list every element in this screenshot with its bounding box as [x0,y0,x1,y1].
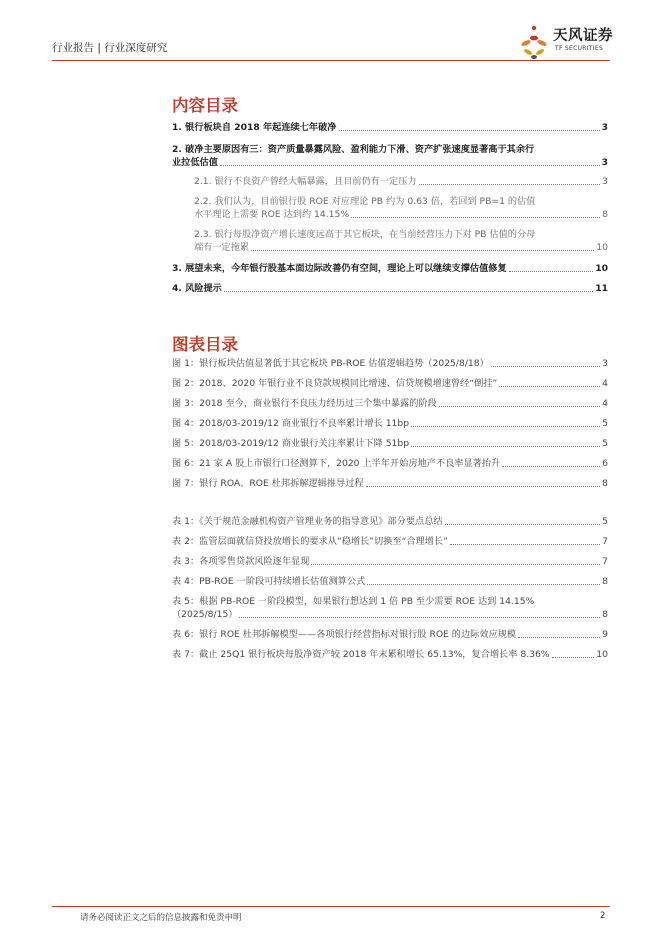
disclaimer-link[interactable]: 请务必阅读正文之后的信息披露和免责申明 [80,913,242,923]
report-type-label: 行业报告 | 行业深度研究 [52,42,168,54]
table-entry-1[interactable]: 表 1：《关于规范金融机构资产管理业务的指导意见》部分要点总结 5 [172,516,608,527]
toc-entry-2-line-1[interactable]: 2. 破净主要原因有三：资产质量暴露风险、盈利能力下滑、资产扩张速度显著高于其余行 [172,144,535,155]
page-number: 2 [600,911,606,921]
figure-entry-5[interactable]: 图 5：2018/03-2019/12 商业银行关注率累计下降 51bp 5 [172,438,608,449]
toc-entry-2-2[interactable]: 水平理论上需要 ROE 达到约 14.15% 8 [194,209,608,220]
figure-entry-2[interactable]: 图 2：2018、2020 年银行业不良贷款规模同比增速、信贷规模增速曾经“倒挂” 4 [172,378,608,389]
toc-entry-1[interactable]: 1. 银行板块自 2018 年起连续七年破净 3 [172,122,608,133]
figure-entry-6[interactable]: 图 6：21 家 A 股上市银行口径测算下，2020 上半年开始房地产不良率显著抬升 6 [172,458,608,469]
table-entry-3[interactable]: 表 3：各项零售贷款风险逐年显现 7 [172,556,608,567]
toc-entry-2-1[interactable]: 2.1. 银行不良资产曾经大幅暴露，且目前仍有一定压力 3 [194,176,608,187]
table-entry-5[interactable]: （2025/8/15） 8 [172,609,608,620]
table-entry-7[interactable]: 表 7：截止 25Q1 银行板块每股净资产较 2018 年末累积增长 65.13%，复合增长率 8.36% 10 [172,649,608,660]
toc-entry-2[interactable]: 业拉低估值 3 [172,157,608,168]
table-entry-5-line-1[interactable]: 表 5：根据 PB-ROE 一阶段模型，如果银行想达到 1 倍 PB 至少需要 ROE 达到 14.15% [172,596,535,607]
toc-entry-2-3[interactable]: 端有一定拖累 10 [194,242,608,253]
table-entry-4[interactable]: 表 4：PB-ROE 一阶段可持续增长估值测算公式 8 [172,576,608,587]
table-entry-2[interactable]: 表 2：监管层面就信贷投放增长的要求从“稳增长”切换至“合理增长” 7 [172,536,608,547]
toc-entry-3[interactable]: 3. 展望未来，今年银行股基本面边际改善仍有空间，理论上可以继续支撑估值修复 10 [172,263,608,274]
toc-entry-4[interactable]: 4. 风险提示 11 [172,283,608,294]
brand-name-en: TF SECURITIES [555,45,604,52]
toc-entry-2-3-line-1[interactable]: 2.3. 银行每股净资产增长速度远高于其它板块，在当前经营压力下对 PB 估值的分母 [194,229,536,240]
figures-title: 图表目录 [172,335,238,354]
figure-entry-7[interactable]: 图 7：银行 ROA、ROE 杜邦拆解逻辑推导过程 8 [172,478,608,489]
toc-title: 内容目录 [172,96,238,115]
brand-name-cn: 天风证券 [553,28,613,44]
toc-entry-2-2-line-1[interactable]: 2.2. 我们认为，目前银行股 ROE 对应理论 PB 约为 0.63 倍，若回到 PB=1 的估值 [194,196,536,207]
table-entry-6[interactable]: 表 6：银行 ROE 杜邦拆解模型——各项银行经营指标对银行股 ROE 的边际效应规模 9 [172,629,608,640]
footer-divider [52,906,610,907]
figure-entry-4[interactable]: 图 4：2018/03-2019/12 商业银行不良率累计增长 11bp 5 [172,418,608,429]
figure-entry-3[interactable]: 图 3：2018 至今，商业银行不良压力经历过三个集中暴露的阶段 4 [172,398,608,409]
figure-entry-1[interactable]: 图 1：银行板块估值显著低于其它板块 PB-ROE 估值逻辑趋势（2025/8/18） 3 [172,358,608,369]
header-divider [52,60,610,61]
